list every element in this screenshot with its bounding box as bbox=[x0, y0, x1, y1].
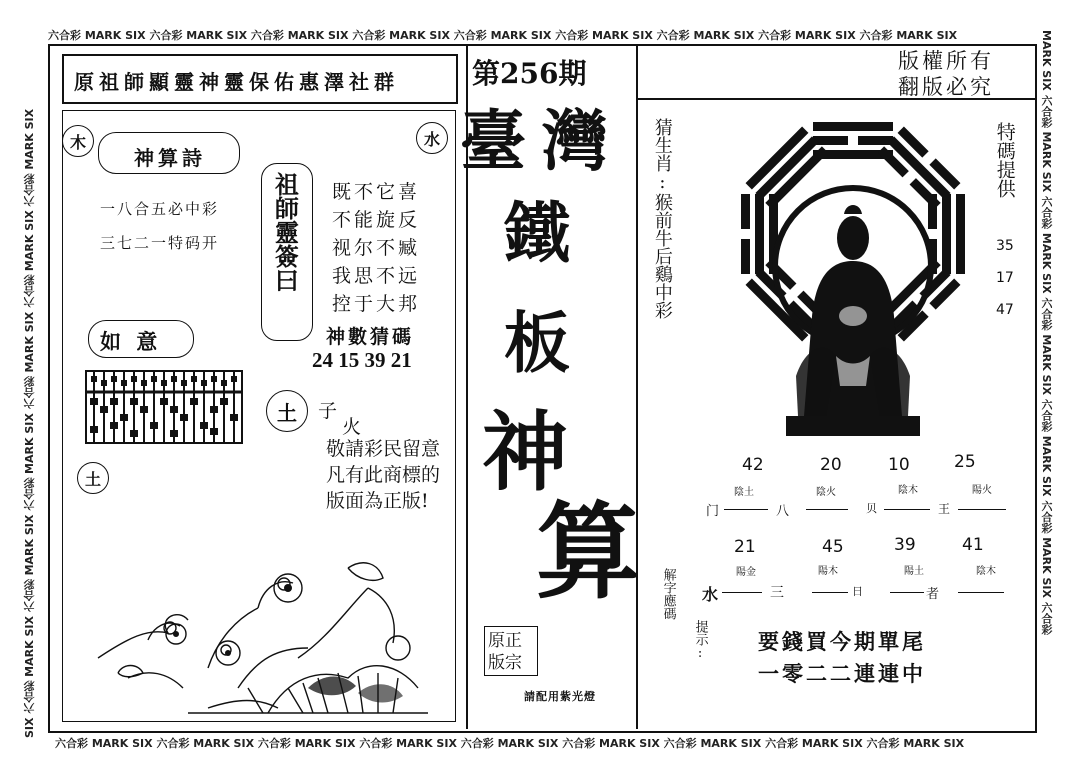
issue-number: 第256期 bbox=[472, 57, 587, 90]
row2-number-1: 21 bbox=[734, 537, 756, 557]
earth-circle-left: 土 bbox=[77, 462, 109, 494]
row1-char-3: 贝 bbox=[866, 502, 877, 515]
row2-char-4: 者 bbox=[926, 587, 940, 602]
earth-circle-mid: 土 bbox=[266, 390, 308, 432]
verse-line-2: 不能旋反 bbox=[332, 209, 421, 231]
row1-tag-1: 陰土 bbox=[734, 487, 754, 498]
hint-label: 提示: bbox=[692, 620, 708, 661]
row2-line-2 bbox=[812, 592, 848, 593]
special-label: 特碼提供 bbox=[993, 122, 1016, 198]
copyright-block bbox=[898, 48, 994, 100]
row2-line-1 bbox=[722, 592, 762, 593]
title-char-3: 鐵 bbox=[504, 194, 570, 272]
zodiac-zi: 子 bbox=[318, 400, 338, 422]
poem-title: 神算詩 bbox=[134, 146, 206, 170]
row1-char-4: 王 bbox=[938, 502, 951, 516]
row2-char-3: 日 bbox=[852, 585, 863, 598]
zodiac-hint: 猜生肖:猴前牛后鷄中彩 bbox=[651, 118, 673, 319]
row1-number-1: 42 bbox=[742, 455, 764, 475]
uv-lamp-note: 請配用紫光燈 bbox=[524, 690, 596, 703]
row2-char-1: 水 bbox=[702, 585, 719, 604]
border-left-text: SIX 六合彩 MARK SIX 六合彩 MARK SIX 六合彩 MARK SIX 六合彩 MARK SIX 六合彩 MARK SIX 六合彩 MARK SIX bbox=[23, 108, 36, 738]
row1-number-4: 25 bbox=[954, 452, 976, 472]
verse-line-1: 既不它喜 bbox=[332, 181, 421, 203]
row1-line-1 bbox=[724, 509, 768, 510]
copyright-line-2: 翻版必究 bbox=[898, 75, 994, 99]
row1-line-4 bbox=[958, 509, 1006, 510]
row2-number-2: 45 bbox=[822, 537, 844, 557]
row2-number-4: 41 bbox=[962, 535, 984, 555]
row1-tag-2: 陰火 bbox=[816, 487, 836, 498]
bagua-buddha-graphic bbox=[726, 116, 980, 440]
row2-tag-3: 陽土 bbox=[904, 566, 924, 577]
row1-number-3: 10 bbox=[888, 455, 910, 475]
hint-line-2: 一零二二連連中 bbox=[758, 661, 926, 686]
stamp-line-1: 原正 bbox=[488, 631, 522, 651]
border-bottom-text: 六合彩 MARK SIX 六合彩 MARK SIX 六合彩 MARK SIX 六合彩 MARK SIX 六合彩 MARK SIX 六合彩 MARK SIX 六合彩 MARK SIX 六合彩 MARK SIX 六合彩 MARK SIX bbox=[55, 737, 965, 750]
title-char-6: 算 bbox=[536, 490, 641, 613]
notice-block bbox=[326, 436, 440, 514]
border-top-text: 六合彩 MARK SIX 六合彩 MARK SIX 六合彩 MARK SIX 六合彩 MARK SIX 六合彩 MARK SIX 六合彩 MARK SIX 六合彩 MARK SIX 六合彩 MARK SIX 六合彩 MARK SIX bbox=[48, 29, 958, 42]
notice-line-1: 敬請彩民留意 bbox=[326, 438, 441, 460]
verse-line-3: 视尔不臧 bbox=[332, 237, 421, 259]
notice-line-2: 凡有此商標的 bbox=[326, 464, 441, 486]
verse-line-5: 控于大邦 bbox=[332, 293, 421, 315]
row2-number-3: 39 bbox=[894, 535, 916, 555]
authentic-stamp-text bbox=[488, 630, 522, 674]
row2-line-4 bbox=[958, 592, 1004, 593]
title-char-5: 神 bbox=[482, 402, 568, 503]
poem-line-2: 三七二一特码开 bbox=[100, 234, 220, 252]
special-number-1: 35 bbox=[996, 238, 1014, 254]
stamp-line-2: 版宗 bbox=[488, 653, 522, 673]
row1-number-2: 20 bbox=[820, 455, 842, 475]
verse-line-4: 我思不远 bbox=[332, 265, 421, 287]
row1-tag-3: 陰木 bbox=[898, 485, 918, 496]
row1-char-1: 门 bbox=[706, 504, 720, 519]
row2-char-2: 三 bbox=[770, 585, 784, 601]
water-circle: 水 bbox=[416, 122, 448, 154]
title-char-2: 灣 bbox=[542, 102, 608, 180]
title-char-1: 臺 bbox=[460, 102, 526, 180]
row1-line-2 bbox=[806, 509, 848, 510]
row2-line-3 bbox=[890, 592, 924, 593]
row2-tag-2: 陽木 bbox=[818, 566, 838, 577]
copyright-line-1: 版權所有 bbox=[898, 49, 994, 73]
wood-circle: 木 bbox=[62, 125, 94, 157]
poem-line-1: 一八合五必中彩 bbox=[100, 200, 220, 218]
row2-tag-1: 陽金 bbox=[736, 567, 756, 578]
notice-line-3: 版面為正版! bbox=[326, 490, 429, 512]
element-fire: 火 bbox=[342, 416, 362, 438]
verse-block bbox=[332, 178, 420, 318]
riddle-label: 解字應碼 bbox=[660, 568, 676, 620]
border-right-text: MARK SIX 六合彩 MARK SIX 六合彩 MARK SIX 六合彩 MARK SIX 六合彩 MARK SIX 六合彩 MARK SIX 六合彩 bbox=[1040, 30, 1053, 635]
guess-numbers: 24 15 39 21 bbox=[312, 348, 412, 372]
row1-char-2: 八 bbox=[776, 504, 790, 519]
special-number-2: 17 bbox=[996, 270, 1014, 286]
master-label: 祖師靈簽曰 bbox=[270, 172, 300, 292]
row1-tag-4: 陽火 bbox=[972, 485, 992, 496]
title-char-4: 板 bbox=[504, 304, 570, 382]
row1-line-3 bbox=[884, 509, 930, 510]
left-header-text: 原祖師顯靈神靈保佑惠澤社群 bbox=[74, 70, 399, 94]
ruyi-text: 如 意 bbox=[100, 329, 162, 354]
hint-line-1: 要錢買今期單尾 bbox=[758, 629, 926, 654]
abacus-graphic bbox=[85, 370, 243, 444]
flower-illustration bbox=[88, 548, 448, 718]
guess-title: 神數猜碼 bbox=[326, 326, 415, 348]
special-number-3: 47 bbox=[996, 302, 1014, 318]
row2-tag-4: 陰木 bbox=[976, 566, 996, 577]
